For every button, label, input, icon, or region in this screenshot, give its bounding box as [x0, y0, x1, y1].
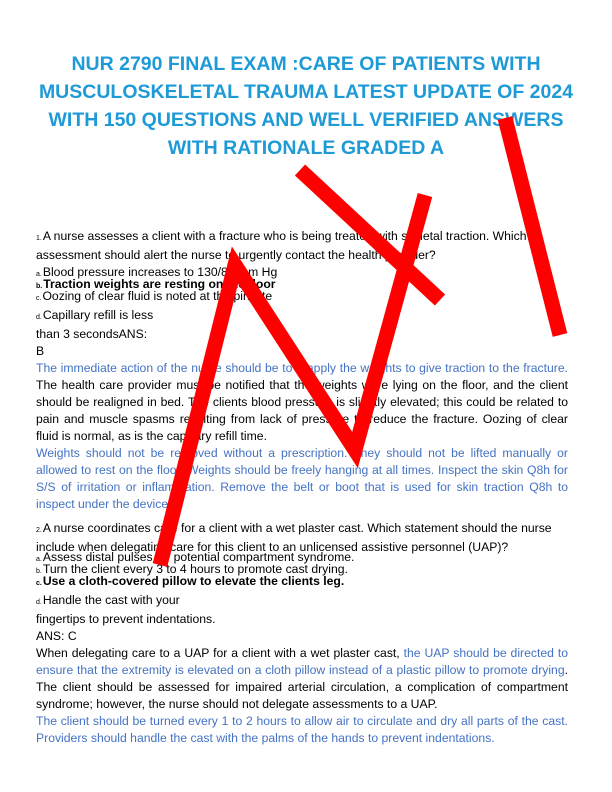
option-d: d.Handle the cast with your: [36, 593, 180, 607]
question-1: [36, 228, 568, 264]
answer-value: ANS: C: [36, 629, 77, 643]
answer-value: B: [36, 344, 45, 358]
rationale-1: The immediate action of the nurse should be to reapply the weights to give traction to the fracture. The health care provider must be notified that the weights were lying on the floor, and the client should be realigned in bed. The clients blood pressure is slightly elevated; this could be related to pain and muscle spasms resulting from lack of pressure to reduce the fracture. Oozing of clear fluid is normal, as is the capillary refill time.: [36, 361, 568, 443]
option-d: d.Capillary refill is less: [36, 308, 154, 322]
option-a: a.Assess distal pulses for potential compartment syndrome.: [36, 550, 355, 564]
question-text: A nurse coordinates care for a client with a wet plaster cast. Which statement should the nurse include when delegating care for this client to an unlicensed assistive personnel (UAP)?: [36, 521, 552, 554]
title-line-3: WITH 150 QUESTIONS AND WELL VERIFIED ANSWERS: [48, 109, 564, 131]
option-a: a.Blood pressure increases to 130/86 mm Hg: [36, 265, 278, 279]
option-b: b.Turn the client every 3 to 4 hours to promote cast drying.: [36, 562, 348, 576]
option-c: c.Use a cloth-covered pillow to elevate the clients leg.: [36, 574, 345, 588]
rationale-2: The client should be turned every 1 to 2 hours to allow air to circulate and dry all parts of the cast. Providers should handle the cast with the palms of the hands to prevent indentations.: [36, 714, 568, 745]
option-d-continued: than 3 secondsANS:: [36, 327, 148, 341]
question-number: 2.: [36, 527, 42, 534]
question-2-block: [36, 520, 568, 747]
title-line-1: NUR 2790 FINAL EXAM :CARE OF PATIENTS WITH: [71, 53, 541, 75]
question-number: 1.: [36, 235, 42, 242]
document-title: [20, 50, 592, 162]
question-1-block: [36, 228, 568, 513]
answer-label: ANS:: [118, 327, 148, 341]
option-d-continued: fingertips to prevent indentations.: [36, 612, 216, 626]
question-text: A nurse assesses a client with a fracture who is being treated with skeletal traction. Which assessment should alert the nurse to urgently contact the health provider?: [36, 229, 527, 262]
option-c: c.Oozing of clear fluid is noted at the pin site: [36, 289, 273, 303]
title-line-2: MUSCULOSKELETAL TRAUMA LATEST UPDATE OF 2024: [38, 81, 574, 103]
rationale-2: Weights should not be removed without a prescription. They should not be lifted manually or allowed to rest on the floor. Weights should be freely hanging at all times. Inspect the skin Q8h for S/S of irritation or inflammation. Remove the belt or boot that is used for skin traction Q8h to inspect under the device.: [36, 446, 568, 511]
rationale-1: When delegating care to a UAP for a client with a wet plaster cast, the UAP should be directed to ensure that the extremity is elevated on a cloth pillow instead of a plastic pillow to promote drying. The client should be assessed for impaired arterial circulation, a complication of compartment syndrome; however, the nurse should not delegate assessments to a UAP.: [36, 646, 568, 711]
title-line-4: WITH RATIONALE GRADED A: [167, 137, 445, 159]
option-b: b.Traction weights are resting on the floor: [36, 277, 276, 291]
